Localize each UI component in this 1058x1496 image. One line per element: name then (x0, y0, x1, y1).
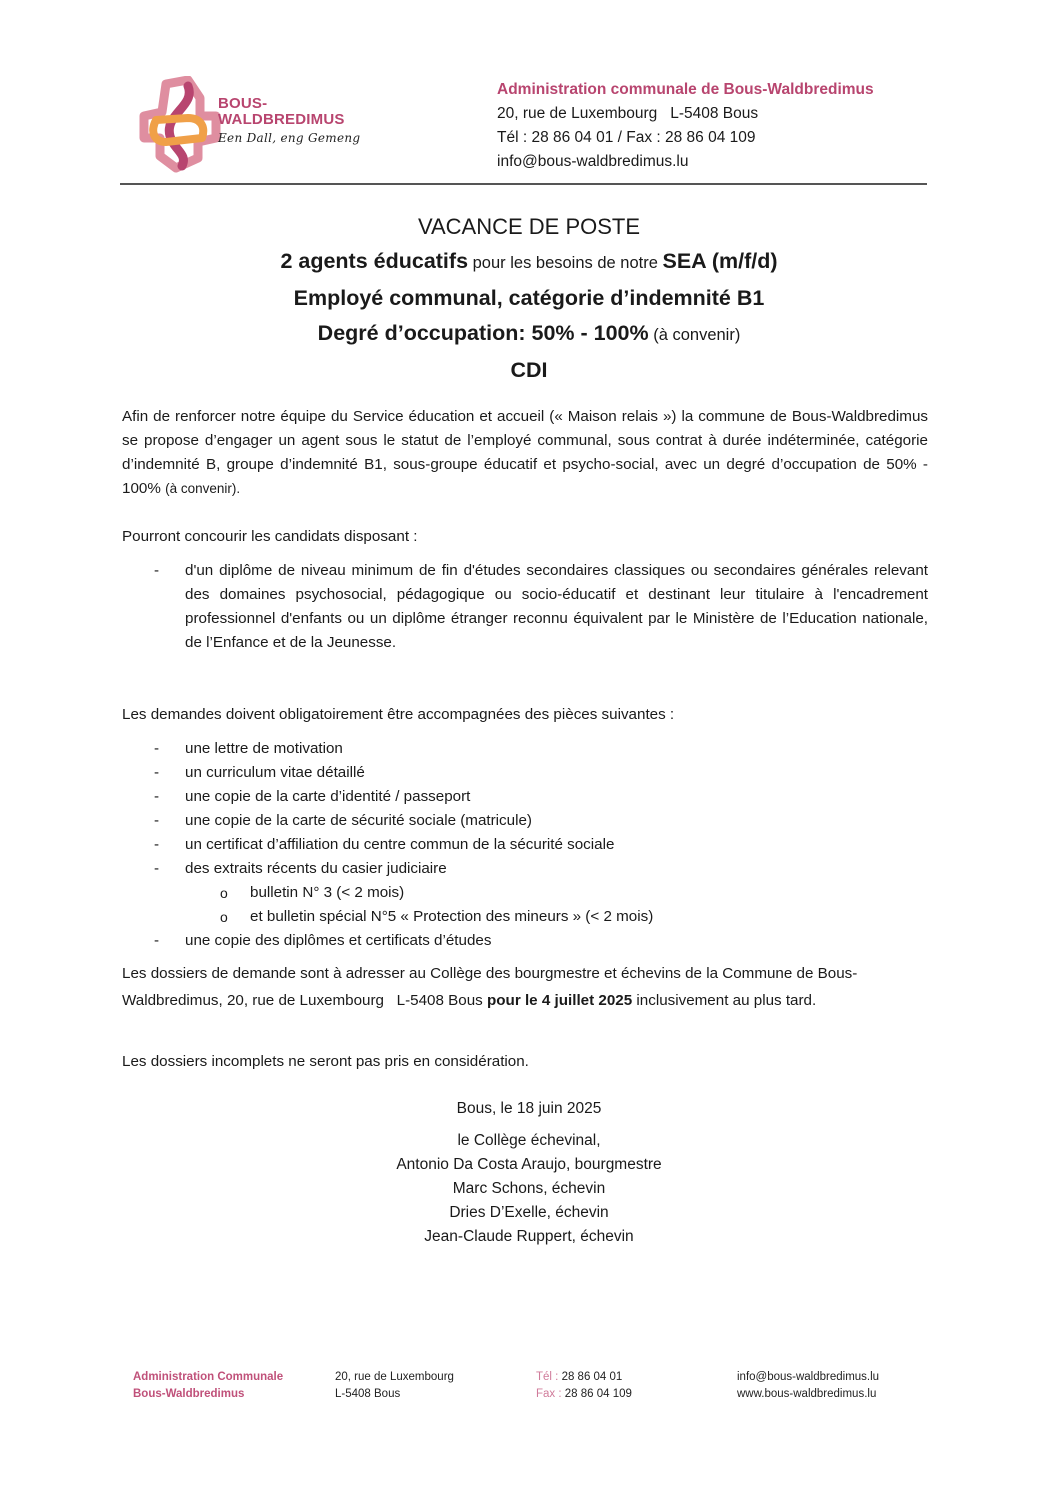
admin-phone-fax: Tél : 28 86 04 01 / Fax : 28 86 04 109 (497, 129, 756, 146)
intro-suffix: (à convenir). (165, 481, 241, 496)
footer-tel-label: Tél : (536, 1371, 562, 1383)
college-label: le Collège échevinal, (457, 1132, 601, 1149)
occupation-note: (à convenir) (648, 326, 741, 344)
footer-address-line2: L-5408 Bous (335, 1388, 401, 1400)
letterhead-contact (497, 78, 874, 174)
signatory: Marc Schons, échevin (452, 1180, 606, 1197)
intro-text: Afin de renforcer notre équipe du Service éducation et accueil (« Maison relais ») la commune de Bous-Waldbredimus se propose d’engager un agent sous le statut de l’employé communal, sous contrat à durée indéterminée, catégorie d’indemnité B, groupe d’indemnité B1, sous-groupe éducatif et psycho-social, avec un degré d’occupation de 50% - 100% (122, 408, 928, 497)
submission-text-end: inclusivement au plus tard. (632, 991, 817, 1009)
submission-paragraph (122, 961, 928, 1014)
footer-org (133, 1369, 283, 1403)
documents-heading: Les demandes doivent obligatoirement être accompagnées des pièces suivantes : (122, 706, 675, 723)
logo-tagline: Een Dall, eng Gemeng (218, 131, 361, 145)
logo-line1: BOUS- (218, 95, 268, 112)
footer-website[interactable]: www.bous-waldbredimus.lu (737, 1388, 877, 1400)
occupation-range: Degré d’occupation: 50% - 100% (317, 321, 649, 345)
title-block (0, 210, 1058, 388)
signature-block (0, 1097, 1058, 1249)
signatory: Jean-Claude Ruppert, échevin (424, 1228, 634, 1245)
footer-address (335, 1369, 454, 1403)
documents-sublist (122, 881, 928, 929)
incomplete-notice: Les dossiers incomplets ne seront pas pris en considération. (122, 1053, 529, 1070)
footer-email[interactable]: info@bous-waldbredimus.lu (737, 1371, 880, 1383)
signatory: Antonio Da Costa Araujo, bourgmestre (396, 1156, 662, 1173)
list-item: - un certificat d’affiliation du centre commun de la sécurité sociale (122, 833, 928, 857)
admin-address: 20, rue de Luxembourg L-5408 Bous (497, 105, 759, 122)
logo-line2: WALDBREDIMUS (218, 111, 345, 128)
municipality-logo (136, 76, 226, 176)
footer-org-line1: Administration Communale (133, 1371, 284, 1383)
list-item: - des extraits récents du casier judiciaire (122, 857, 928, 881)
footer-web (737, 1369, 879, 1403)
submission-text: Les dossiers de demande sont à adresser au Collège des bourgmestre et échevins de la Commune de Bous-Waldbredimus, 20, rue de Luxembourg L-5408 Bous (122, 965, 858, 1009)
footer-fax-label: Fax : (536, 1388, 565, 1400)
logo-wordmark (218, 96, 345, 128)
list-item: - une copie des diplômes et certificats d’études (122, 929, 928, 953)
footer-org-line2: Bous-Waldbredimus (133, 1388, 245, 1400)
list-item: - une copie de la carte d’identité / passeport (122, 785, 928, 809)
documents-section (122, 703, 928, 953)
positions-count: 2 agents éducatifs (280, 249, 469, 273)
service-name: SEA (m/f/d) (662, 249, 778, 273)
admin-email[interactable]: info@bous-waldbredimus.lu (497, 153, 689, 170)
documents-list-end (122, 929, 928, 953)
footer-fax: 28 86 04 109 (564, 1388, 632, 1400)
list-item: - une lettre de motivation (122, 737, 928, 761)
logo-emblem-icon (136, 76, 226, 176)
sub-list-item: o bulletin N° 3 (< 2 mois) (122, 881, 928, 905)
title-line-positions (0, 244, 1058, 281)
title-line-occupation (0, 316, 1058, 353)
place-date: Bous, le 18 juin 2025 (456, 1100, 602, 1117)
title-line-category: Employé communal, catégorie d’indemnité B1 (293, 286, 765, 310)
header-divider (120, 183, 927, 185)
contract-type: CDI (510, 358, 548, 382)
footer-tel: 28 86 04 01 (561, 1371, 623, 1383)
admin-name: Administration communale de Bous-Waldbredimus (497, 81, 874, 98)
eligibility-list (122, 559, 928, 655)
eligibility-section (122, 525, 928, 655)
footer-phone (536, 1369, 632, 1403)
positions-purpose: pour les besoins de notre (468, 254, 663, 272)
eligibility-heading: Pourront concourir les candidats disposant : (122, 528, 418, 545)
intro-paragraph (122, 405, 928, 501)
page-title: VACANCE DE POSTE (417, 214, 641, 239)
signatory: Dries D’Exelle, échevin (449, 1204, 609, 1221)
footer-address-line1: 20, rue de Luxembourg (335, 1371, 454, 1383)
documents-list (122, 737, 928, 881)
sub-list-item: o et bulletin spécial N°5 « Protection des mineurs » (< 2 mois) (122, 905, 928, 929)
deadline: pour le 4 juillet 2025 (487, 991, 633, 1009)
list-item: - un curriculum vitae détaillé (122, 761, 928, 785)
list-item: - une copie de la carte de sécurité sociale (matricule) (122, 809, 928, 833)
list-item: - d'un diplôme de niveau minimum de fin d'études secondaires classiques ou secondaires générales relevant des domaines psychosocial, pédagogique ou socio-éducatif et destinant leur titulaire à l'encadrement professionnel d'enfants ou un diplôme étranger reconnu équivalent par le Ministère de l’Education nationale, de l’Enfance et de la Jeunesse. (122, 559, 928, 655)
